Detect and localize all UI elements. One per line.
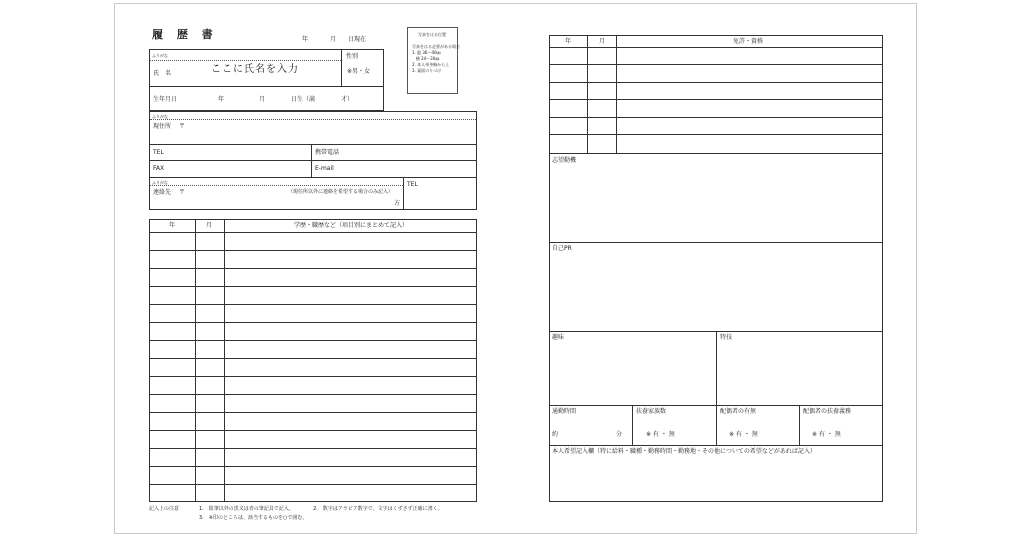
table-row[interactable] [149,304,477,305]
request-area[interactable] [550,456,882,501]
spouse-label: 配偶者の有無 [720,408,757,415]
license-col-content: 免許・資格 [733,38,764,45]
gender-options[interactable]: ※男・女 [347,68,371,75]
table-row[interactable] [549,47,883,48]
table-row[interactable] [149,466,477,467]
self-pr-label: 自己PR [552,245,572,252]
history-col-content: 学歴・職歴など（項目別にまとめて記入） [294,222,409,229]
spouse-options[interactable]: ※ 有 ・ 無 [729,431,758,438]
history-col-year: 年 [169,222,176,229]
motivation-area[interactable] [550,165,882,241]
dependents-options[interactable]: ※ 有 ・ 無 [646,431,675,438]
skill-label: 特技 [720,334,733,341]
name-input[interactable]: ここに氏名を入力 [211,64,299,75]
commute-label: 通勤時間 [552,408,577,415]
table-row[interactable] [149,394,477,395]
table-row[interactable] [149,484,477,485]
license-col-month: 月 [599,38,606,45]
history-col-month: 月 [206,222,213,229]
birth-age: 才） [341,96,354,103]
license-col-year: 年 [565,38,572,45]
table-row[interactable] [549,82,883,83]
table-row[interactable] [149,268,477,269]
name-label: 氏 名 [153,70,172,77]
table-row[interactable] [549,99,883,100]
table-row[interactable] [149,286,477,287]
date-month: 月 [330,36,337,43]
dependents-label: 扶養家族数 [636,408,667,415]
motivation-label: 志望動機 [552,157,577,164]
address-furigana-label: ふりがな [152,114,168,119]
request-label: 本人希望記入欄（特に給料・職種・勤務時間・勤務地・その他についての希望などがあれば記入） [552,448,816,455]
birth-year: 年 [218,96,225,103]
table-row[interactable] [149,412,477,413]
table-row[interactable] [549,117,883,118]
photo-instructions: 写真をはる必要がある場合 1. 縦 36〜40㎜ 横 24〜30㎜ 2. 本人単身胸から上 3. 裏面のりづけ [412,44,460,73]
tel-label: TEL [153,149,164,156]
contact-label: 連絡先 [153,189,172,196]
date-day: 日現在 [348,36,367,43]
address-label: 現住所 [153,123,172,130]
notes-line1a: 1. 鉛筆以外の黒又は青の筆記具で記入。 [199,506,294,512]
birth-day: 日生（満 [291,96,316,103]
table-row[interactable] [149,322,477,323]
table-row[interactable] [549,134,883,135]
photo-heading: 写真をはる位置 [418,32,446,37]
notes-label: 記入上の注意 [149,506,180,512]
table-row[interactable] [149,250,477,251]
email-label: E-mail [315,165,334,172]
contact-suffix: 方 [394,200,401,207]
self-pr-area[interactable] [550,253,882,330]
notes-line2: 3. ※印のところは、該当するものを○で囲む。 [199,515,308,521]
commute-minutes: 分 [616,431,623,438]
date-year: 年 [302,36,309,43]
table-row[interactable] [149,448,477,449]
mobile-label: 携帯電話 [315,149,340,156]
table-row[interactable] [149,358,477,359]
spouse-support-label: 配偶者の扶養義務 [803,408,852,415]
table-row[interactable] [149,430,477,431]
education-history-table [149,219,477,502]
table-row[interactable] [149,232,477,233]
contact-tel-label: TEL [407,181,418,188]
table-row[interactable] [149,340,477,341]
table-row[interactable] [549,64,883,65]
hobby-label: 趣味 [552,334,565,341]
notes-line1b: 2. 数字はアラビア数字で、文字はくずさず正確に書く。 [313,506,443,512]
birth-month: 月 [259,96,266,103]
table-row[interactable] [149,376,477,377]
photo-box[interactable] [407,27,458,94]
birth-label: 生年月日 [153,96,178,103]
contact-note: （現住所以外に連絡を希望する場合のみ記入） [288,189,394,195]
gender-label: 性別 [346,53,359,60]
fax-label: FAX [153,165,165,172]
contact-postal[interactable]: 〒 [179,189,186,196]
resume-title: 履 歴 書 [152,28,218,41]
spouse-support-options[interactable]: ※ 有 ・ 無 [812,431,841,438]
address-postal[interactable]: 〒 [179,123,186,130]
commute-approx: 約 [552,431,559,438]
name-furigana-label: ふりがな [152,53,168,58]
contact-furigana-label: ふりがな [152,180,168,185]
